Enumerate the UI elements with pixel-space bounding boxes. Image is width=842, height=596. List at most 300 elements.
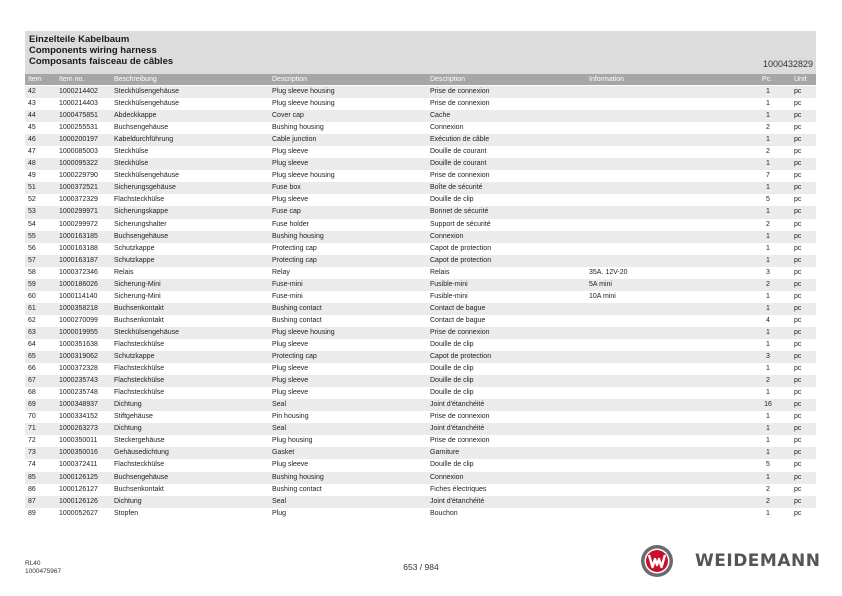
cell-unit: pc <box>794 136 802 144</box>
cell-unit: pc <box>794 112 802 120</box>
cell-beschreibung: Schutzkappe <box>114 244 155 252</box>
table-row <box>25 194 816 206</box>
cell-description-en: Fuse-mini <box>272 292 303 300</box>
cell-item: 56 <box>28 244 36 252</box>
cell-item: 60 <box>28 292 36 300</box>
table-row <box>25 484 816 496</box>
cell-pc: 1 <box>766 256 770 264</box>
cell-item: 47 <box>28 148 36 156</box>
brand-name: WEIDEMANN <box>695 551 821 571</box>
table-row <box>25 363 816 375</box>
cell-beschreibung: Dichtung <box>114 401 142 409</box>
cell-unit: pc <box>794 196 802 204</box>
cell-item: 69 <box>28 401 36 409</box>
table-row <box>25 158 816 170</box>
cell-description-fr: Boîte de sécurité <box>430 184 483 192</box>
table-row <box>25 496 816 508</box>
cell-item: 55 <box>28 232 36 240</box>
footer-ref: 1000475967 <box>25 568 62 575</box>
cell-beschreibung: Buchsengehäuse <box>114 232 169 240</box>
cell-description-en: Plug sleeve <box>272 340 309 348</box>
cell-description-fr: Prise de connexion <box>430 88 490 95</box>
table-row <box>25 182 816 194</box>
cell-pc: 1 <box>766 304 770 312</box>
table-row <box>25 303 816 315</box>
cell-pc: 2 <box>766 148 770 156</box>
cell-description-en: Bushing contact <box>272 316 322 324</box>
cell-item-no: 1000163187 <box>59 256 98 264</box>
cell-description-fr: Connexion <box>430 232 464 240</box>
cell-unit: pc <box>794 353 802 361</box>
cell-beschreibung: Steckhülse <box>114 160 149 168</box>
cell-pc: 1 <box>766 449 770 457</box>
cell-unit: pc <box>794 256 802 264</box>
cell-pc: 1 <box>766 292 770 300</box>
cell-description-fr: Capot de protection <box>430 353 492 361</box>
cell-unit: pc <box>794 220 802 228</box>
table-row <box>25 375 816 387</box>
cell-beschreibung: Flachsteckhülse <box>114 377 165 385</box>
cell-description-fr: Exécution de câble <box>430 136 490 144</box>
cell-beschreibung: Flachsteckhülse <box>114 389 165 397</box>
cell-description-en: Pin housing <box>272 413 309 421</box>
cell-item: 58 <box>28 268 36 276</box>
table-row <box>25 315 816 327</box>
table-row <box>25 399 816 411</box>
cell-description-en: Protecting cap <box>272 244 317 252</box>
cell-beschreibung: Buchsenkontakt <box>114 316 164 324</box>
cell-pc: 1 <box>766 232 770 240</box>
cell-item-no: 1000475851 <box>59 112 98 120</box>
cell-description-en: Plug sleeve <box>272 389 309 397</box>
cell-description-fr: Prise de connexion <box>430 172 490 180</box>
table-row <box>25 134 816 146</box>
cell-item: 65 <box>28 353 36 361</box>
cell-item-no: 1000229790 <box>59 172 98 180</box>
cell-beschreibung: Flachsteckhülse <box>114 196 165 204</box>
cell-beschreibung: Sicherungsgehäuse <box>114 184 176 192</box>
cell-description-en: Bushing housing <box>272 124 324 132</box>
cell-description-fr: Douille de courant <box>430 160 487 168</box>
cell-description-fr: Prise de connexion <box>430 437 490 445</box>
table-row <box>25 219 816 231</box>
cell-item-no: 1000299971 <box>59 208 98 216</box>
cell-item-no: 1000299972 <box>59 220 98 228</box>
cell-description-en: Plug sleeve <box>272 365 309 373</box>
cell-pc: 3 <box>766 268 770 276</box>
cell-beschreibung: Steckhülsengehäuse <box>114 100 179 108</box>
cell-pc: 1 <box>766 244 770 252</box>
cell-item: 72 <box>28 437 36 445</box>
cell-unit: pc <box>794 449 802 457</box>
cell-item-no: 1000270099 <box>59 316 98 324</box>
cell-description-fr: Prise de connexion <box>430 413 490 421</box>
document-number: 1000432829 <box>762 59 813 69</box>
cell-item-no: 1000263273 <box>59 425 98 433</box>
table-row <box>25 279 816 291</box>
cell-description-en: Plug sleeve <box>272 461 309 469</box>
cell-description-fr: Joint d'étanchéité <box>430 401 485 409</box>
cell-information: 10A mini <box>589 292 616 300</box>
cell-item-no: 1000334152 <box>59 413 98 421</box>
cell-description-fr: Contact de bague <box>430 316 486 324</box>
cell-item: 53 <box>28 208 36 216</box>
cell-pc: 1 <box>766 88 770 95</box>
cell-beschreibung: Flachsteckhülse <box>114 365 165 373</box>
cell-pc: 3 <box>766 353 770 361</box>
cell-description-fr: Capot de protection <box>430 256 492 264</box>
table-row <box>25 122 816 134</box>
cell-pc: 1 <box>766 112 770 120</box>
cell-beschreibung: Gehäusedichtung <box>114 449 169 457</box>
cell-unit: pc <box>794 268 802 276</box>
cell-item: 67 <box>28 377 36 385</box>
cell-description-fr: Contact de bague <box>430 304 486 312</box>
cell-beschreibung: Stopfen <box>114 509 139 517</box>
cell-description-fr: Prise de connexion <box>430 100 490 108</box>
cell-pc: 1 <box>766 100 770 108</box>
cell-pc: 1 <box>766 413 770 421</box>
cell-description-fr: Connexion <box>430 473 464 481</box>
cell-item: 45 <box>28 124 36 132</box>
table-row <box>25 243 816 255</box>
cell-unit: pc <box>794 401 802 409</box>
cell-description-fr: Douille de clip <box>430 389 474 397</box>
cell-description-en: Fuse holder <box>272 220 309 228</box>
cell-description-en: Protecting cap <box>272 353 317 361</box>
cell-description-fr: Joint d'étanchéité <box>430 425 485 433</box>
cell-item-no: 1000372411 <box>59 461 98 469</box>
cell-description-en: Plug sleeve housing <box>272 328 335 336</box>
cell-item: 68 <box>28 389 36 397</box>
table-row <box>25 339 816 351</box>
table-row <box>25 255 816 267</box>
cell-description-en: Fuse box <box>272 184 301 192</box>
cell-item: 73 <box>28 449 36 457</box>
table-row <box>25 267 816 279</box>
cell-pc: 1 <box>766 160 770 168</box>
cell-pc: 2 <box>766 280 770 288</box>
cell-item-no: 1000126125 <box>59 473 98 481</box>
col-information: Information <box>589 76 625 83</box>
cell-pc: 1 <box>766 389 770 397</box>
cell-item-no: 1000214403 <box>59 100 98 108</box>
cell-item: 86 <box>28 485 36 493</box>
cell-information: 5A mini <box>589 280 612 288</box>
cell-item: 87 <box>28 497 36 505</box>
cell-description-fr: Connexion <box>430 124 464 132</box>
cell-item: 66 <box>28 365 36 373</box>
cell-unit: pc <box>794 509 802 517</box>
cell-description-en: Plug sleeve <box>272 160 309 168</box>
cell-item-no: 1000235748 <box>59 389 98 397</box>
cell-item: 62 <box>28 316 36 324</box>
cell-description-en: Fuse-mini <box>272 280 303 288</box>
cell-beschreibung: Sicherung-Mini <box>114 280 161 288</box>
cell-description-en: Plug housing <box>272 437 313 445</box>
cell-unit: pc <box>794 88 802 95</box>
cell-beschreibung: Steckhülsengehäuse <box>114 172 179 180</box>
cell-item: 51 <box>28 184 36 192</box>
cell-beschreibung: Buchsengehäuse <box>114 473 169 481</box>
cell-description-en: Seal <box>272 497 287 505</box>
cell-pc: 1 <box>766 437 770 445</box>
cell-item-no: 1000126127 <box>59 485 98 493</box>
table-row <box>25 86 816 98</box>
cell-item-no: 1000235743 <box>59 377 98 385</box>
cell-unit: pc <box>794 148 802 156</box>
cell-unit: pc <box>794 316 802 324</box>
cell-item-no: 1000126126 <box>59 497 98 505</box>
cell-description-fr: Prise de connexion <box>430 328 490 336</box>
cell-pc: 1 <box>766 184 770 192</box>
cell-item: 44 <box>28 112 36 120</box>
cell-item: 74 <box>28 461 36 469</box>
cell-description-fr: Bouchon <box>430 509 458 517</box>
cell-description-en: Cover cap <box>272 112 304 120</box>
cell-unit: pc <box>794 377 802 385</box>
parts-table <box>25 86 816 520</box>
cell-description-en: Bushing contact <box>272 304 322 312</box>
cell-beschreibung: Sicherung-Mini <box>114 292 161 300</box>
cell-pc: 1 <box>766 136 770 144</box>
page-number: 653 / 984 <box>403 562 439 572</box>
cell-pc: 2 <box>766 377 770 385</box>
cell-item-no: 1000214402 <box>59 88 98 95</box>
cell-unit: pc <box>794 184 802 192</box>
cell-item-no: 1000350011 <box>59 437 98 445</box>
cell-unit: pc <box>794 340 802 348</box>
cell-item-no: 1000255531 <box>59 124 98 132</box>
cell-item: 59 <box>28 280 36 288</box>
cell-pc: 2 <box>766 220 770 228</box>
footer-model: RL40 <box>25 560 41 567</box>
col-item: Item <box>28 76 42 83</box>
weidemann-logo-icon <box>640 544 674 578</box>
cell-unit: pc <box>794 425 802 433</box>
cell-item-no: 1000348937 <box>59 401 98 409</box>
cell-item-no: 1000372521 <box>59 184 98 192</box>
cell-item: 54 <box>28 220 36 228</box>
cell-unit: pc <box>794 461 802 469</box>
cell-unit: pc <box>794 292 802 300</box>
cell-unit: pc <box>794 172 802 180</box>
cell-unit: pc <box>794 365 802 373</box>
cell-pc: 5 <box>766 196 770 204</box>
cell-unit: pc <box>794 437 802 445</box>
cell-unit: pc <box>794 328 802 336</box>
col-unit: Unit <box>794 76 807 83</box>
cell-description-fr: Fusible-mini <box>430 292 468 300</box>
cell-item: 70 <box>28 413 36 421</box>
cell-unit: pc <box>794 485 802 493</box>
cell-item-no: 1000163188 <box>59 244 98 252</box>
cell-description-fr: Cache <box>430 112 451 120</box>
cell-pc: 1 <box>766 509 770 517</box>
cell-description-fr: Garniture <box>430 449 460 457</box>
table-row <box>25 351 816 363</box>
cell-pc: 1 <box>766 365 770 373</box>
cell-unit: pc <box>794 124 802 132</box>
cell-beschreibung: Steckergehäuse <box>114 437 165 445</box>
cell-unit: pc <box>794 244 802 252</box>
cell-pc: 16 <box>764 401 772 409</box>
cell-item-no: 1000372346 <box>59 268 98 276</box>
cell-beschreibung: Sicherungskappe <box>114 208 169 216</box>
cell-beschreibung: Buchsenkontakt <box>114 304 164 312</box>
cell-description-en: Bushing contact <box>272 485 322 493</box>
cell-unit: pc <box>794 473 802 481</box>
cell-description-fr: Bonnet de sécurité <box>430 208 489 216</box>
cell-item-no: 1000351638 <box>59 340 98 348</box>
cell-unit: pc <box>794 280 802 288</box>
title-german: Einzelteile Kabelbaum <box>29 34 130 45</box>
cell-description-en: Seal <box>272 401 287 409</box>
title-french: Composants faisceau de câbles <box>29 56 174 67</box>
cell-item-no: 1000358218 <box>59 304 98 312</box>
cell-description-en: Plug sleeve <box>272 196 309 204</box>
cell-beschreibung: Flachsteckhülse <box>114 340 165 348</box>
cell-item-no: 1000114140 <box>59 292 98 300</box>
cell-information: 35A. 12V-20 <box>589 268 628 276</box>
cell-item: 46 <box>28 136 36 144</box>
cell-item: 57 <box>28 256 36 264</box>
cell-unit: pc <box>794 304 802 312</box>
cell-item: 43 <box>28 100 36 108</box>
document-header <box>25 31 816 74</box>
cell-description-fr: Support de sécurité <box>430 220 491 228</box>
cell-beschreibung: Sicherungshalter <box>114 220 167 228</box>
cell-description-en: Plug sleeve <box>272 148 309 156</box>
title-english: Components wiring harness <box>29 45 157 56</box>
table-row <box>25 291 816 303</box>
cell-pc: 2 <box>766 124 770 132</box>
cell-pc: 1 <box>766 473 770 481</box>
cell-description-fr: Relais <box>430 268 450 276</box>
cell-pc: 5 <box>766 461 770 469</box>
cell-description-fr: Douille de clip <box>430 365 474 373</box>
cell-description-en: Plug sleeve housing <box>272 88 335 95</box>
cell-description-en: Plug <box>272 509 287 517</box>
cell-item-no: 1000319062 <box>59 353 98 361</box>
cell-item: 63 <box>28 328 36 336</box>
cell-beschreibung: Stiftgehäuse <box>114 413 153 421</box>
cell-pc: 2 <box>766 485 770 493</box>
table-row <box>25 472 816 484</box>
cell-pc: 4 <box>766 316 770 324</box>
table-row <box>25 98 816 110</box>
cell-pc: 1 <box>766 328 770 336</box>
cell-description-fr: Fiches électriques <box>430 485 487 493</box>
cell-beschreibung: Relais <box>114 268 134 276</box>
table-row <box>25 387 816 399</box>
cell-unit: pc <box>794 208 802 216</box>
table-row <box>25 327 816 339</box>
cell-unit: pc <box>794 100 802 108</box>
cell-beschreibung: Steckhülsengehäuse <box>114 328 179 336</box>
table-row <box>25 231 816 243</box>
cell-pc: 1 <box>766 425 770 433</box>
cell-pc: 1 <box>766 340 770 348</box>
cell-item-no: 1000350016 <box>59 449 98 457</box>
cell-item-no: 1000085003 <box>59 148 98 156</box>
cell-unit: pc <box>794 413 802 421</box>
cell-item: 61 <box>28 304 36 312</box>
table-row <box>25 435 816 447</box>
cell-description-fr: Douille de clip <box>430 340 474 348</box>
cell-item-no: 1000186026 <box>59 280 98 288</box>
cell-item-no: 1000163185 <box>59 232 98 240</box>
table-row <box>25 423 816 435</box>
cell-beschreibung: Abdeckkappe <box>114 112 157 120</box>
cell-pc: 7 <box>766 172 770 180</box>
cell-description-fr: Douille de courant <box>430 148 487 156</box>
cell-description-fr: Joint d'étanchéité <box>430 497 485 505</box>
table-row <box>25 447 816 459</box>
cell-description-fr: Douille de clip <box>430 196 474 204</box>
cell-description-en: Plug sleeve housing <box>272 100 335 108</box>
cell-description-fr: Douille de clip <box>430 377 474 385</box>
cell-beschreibung: Flachsteckhülse <box>114 461 165 469</box>
cell-item-no: 1000372329 <box>59 196 98 204</box>
cell-description-en: Bushing housing <box>272 473 324 481</box>
cell-unit: pc <box>794 232 802 240</box>
cell-beschreibung: Schutzkappe <box>114 353 155 361</box>
cell-description-en: Bushing housing <box>272 232 324 240</box>
table-row <box>25 170 816 182</box>
cell-beschreibung: Dichtung <box>114 425 142 433</box>
col-item-no: Item no. <box>59 76 85 83</box>
cell-beschreibung: Steckhülse <box>114 148 149 156</box>
cell-unit: pc <box>794 389 802 397</box>
col-description-fr: Description <box>430 76 466 83</box>
cell-item: 71 <box>28 425 36 433</box>
table-row <box>25 411 816 423</box>
cell-item: 52 <box>28 196 36 204</box>
cell-description-fr: Capot de protection <box>430 244 492 252</box>
table-column-header <box>25 74 816 85</box>
cell-description-fr: Douille de clip <box>430 461 474 469</box>
table-row <box>25 459 816 471</box>
cell-item: 42 <box>28 88 36 95</box>
cell-description-en: Seal <box>272 425 287 433</box>
table-row <box>25 508 816 520</box>
cell-item-no: 1000200197 <box>59 136 98 144</box>
col-pc: Pc. <box>762 76 773 83</box>
cell-description-en: Relay <box>272 268 290 276</box>
cell-description-en: Cable junction <box>272 136 317 144</box>
table-row <box>25 110 816 122</box>
cell-item-no: 1000095322 <box>59 160 98 168</box>
cell-beschreibung: Dichtung <box>114 497 142 505</box>
cell-item: 89 <box>28 509 36 517</box>
cell-beschreibung: Kabeldurchführung <box>114 136 174 144</box>
cell-beschreibung: Buchsenkontakt <box>114 485 164 493</box>
cell-beschreibung: Schutzkappe <box>114 256 155 264</box>
cell-description-en: Protecting cap <box>272 256 317 264</box>
cell-item-no: 1000019955 <box>59 328 98 336</box>
table-row <box>25 146 816 158</box>
col-description-en: Description <box>272 76 308 83</box>
cell-description-fr: Fusible-mini <box>430 280 468 288</box>
table-row <box>25 206 816 218</box>
cell-description-en: Plug sleeve <box>272 377 309 385</box>
cell-beschreibung: Steckhülsengehäuse <box>114 88 179 95</box>
cell-pc: 2 <box>766 497 770 505</box>
cell-item: 48 <box>28 160 36 168</box>
cell-description-en: Plug sleeve housing <box>272 172 335 180</box>
cell-item-no: 1000372328 <box>59 365 98 373</box>
